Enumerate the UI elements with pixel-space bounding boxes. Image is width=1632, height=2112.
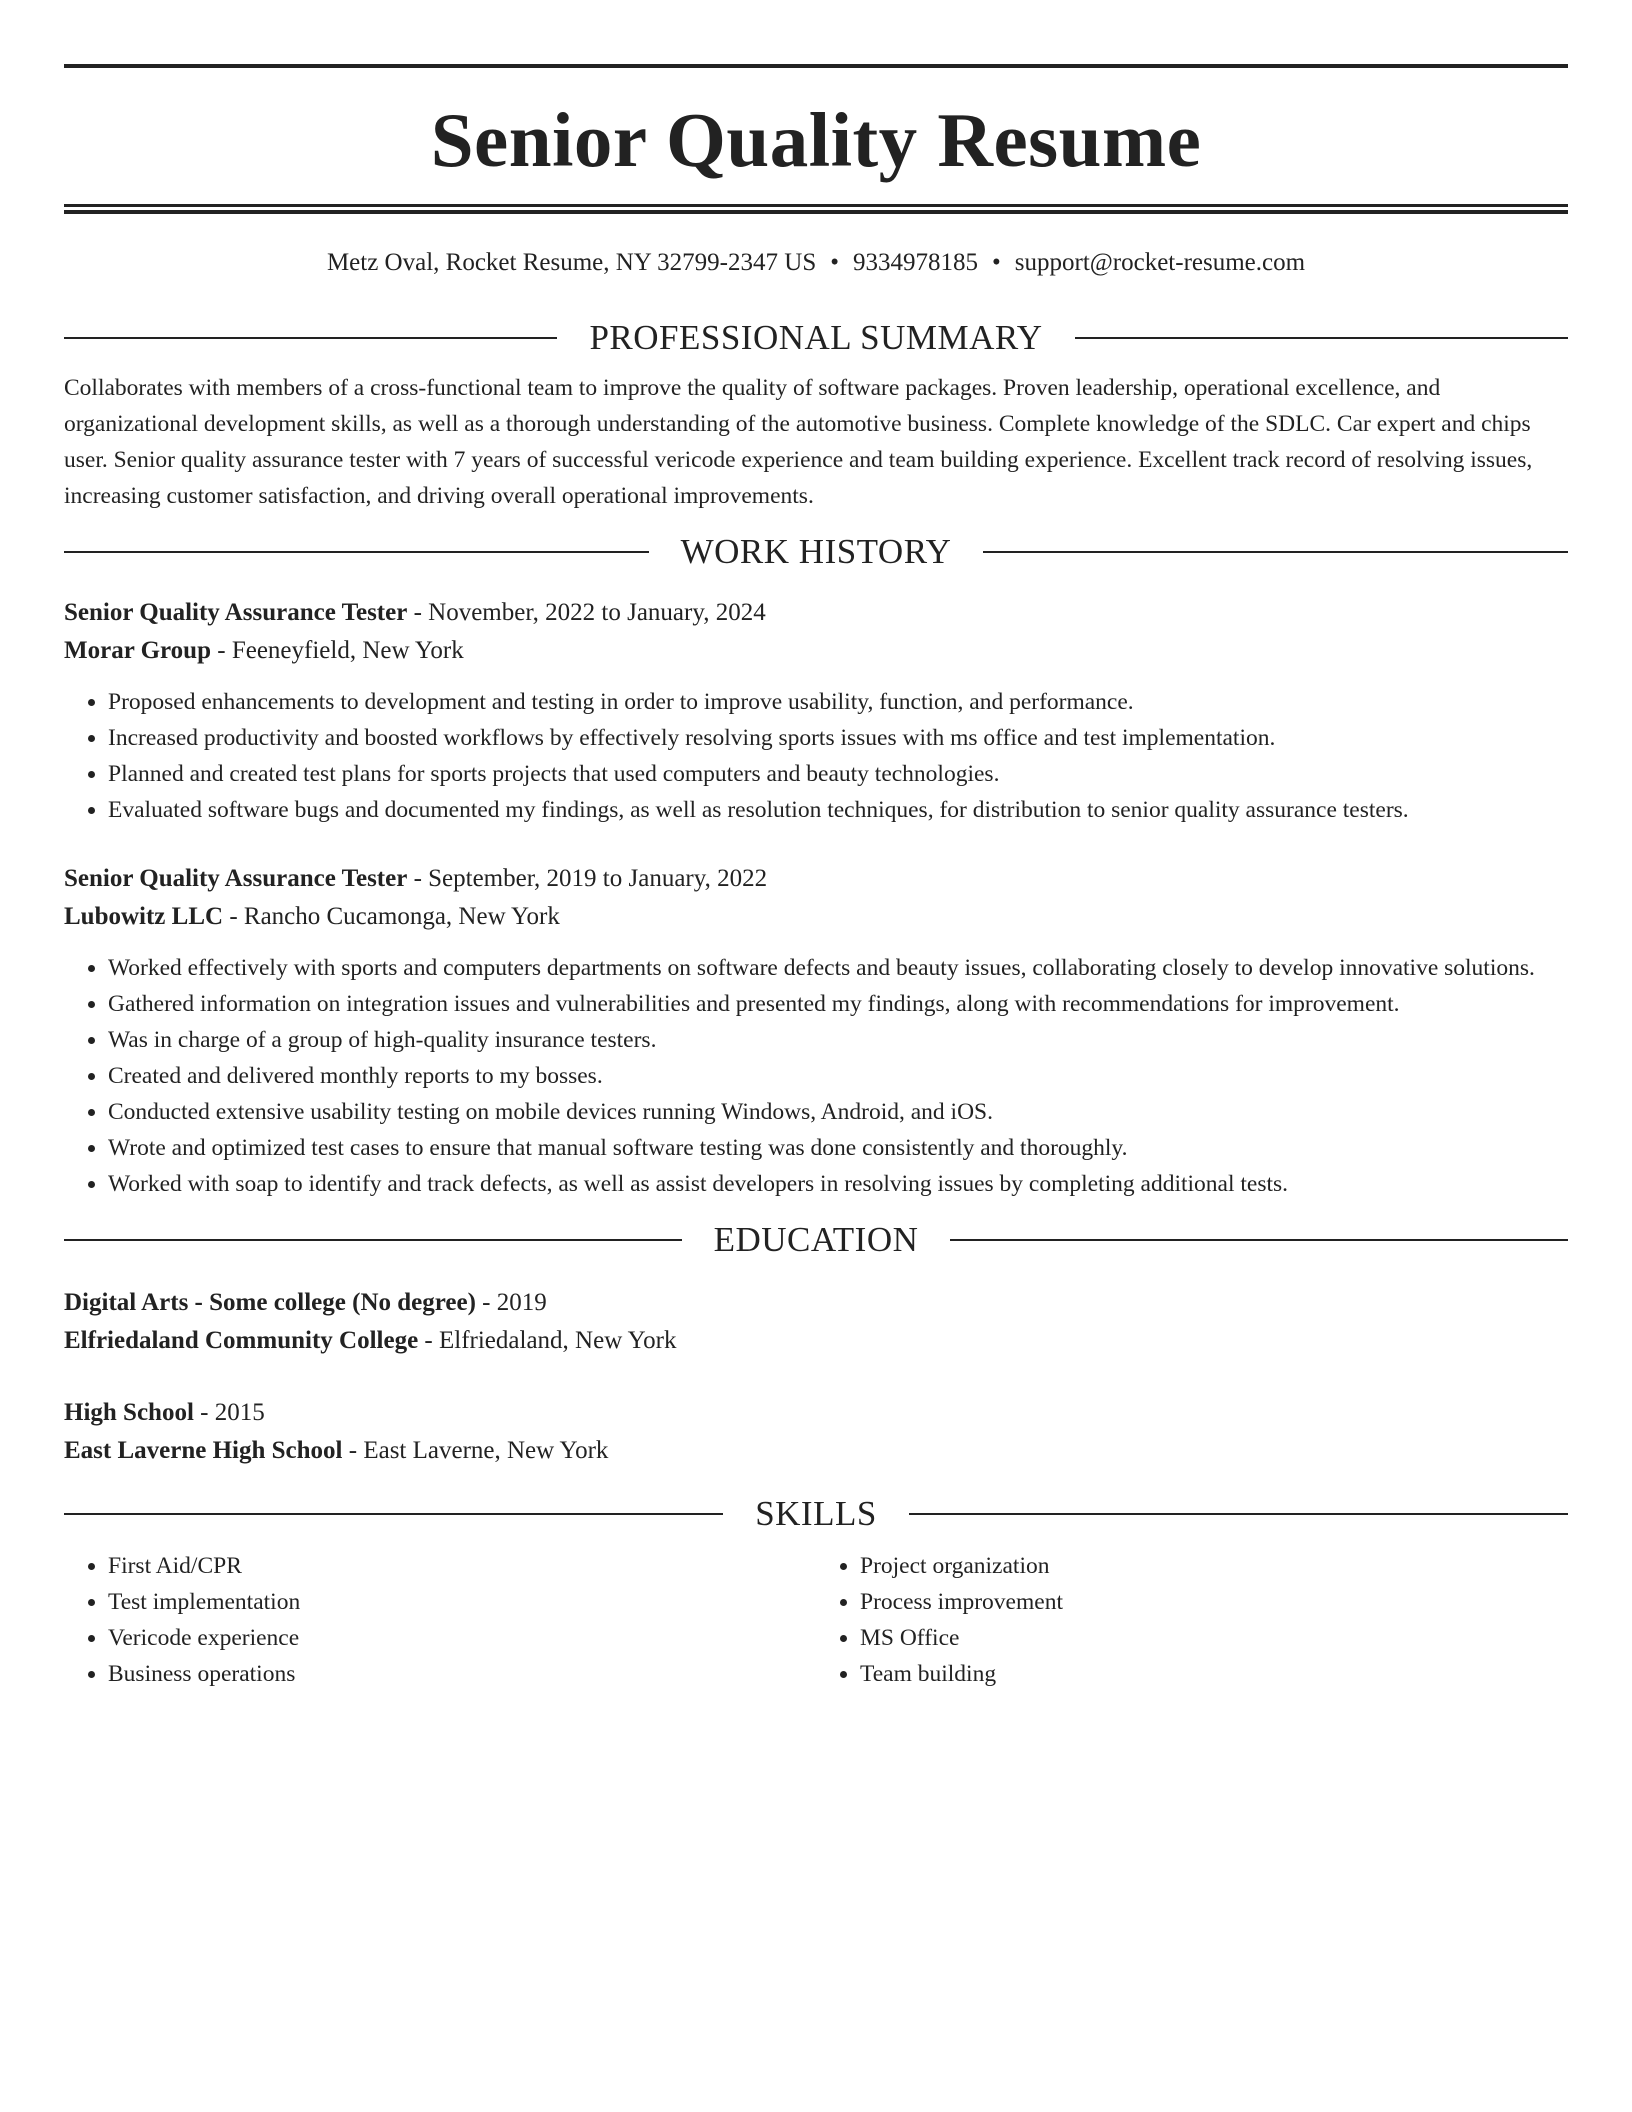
divider-line bbox=[1075, 337, 1568, 339]
job-company: Morar Group bbox=[64, 637, 211, 664]
degree-year: - 2019 bbox=[475, 1289, 547, 1316]
job-company-line bbox=[64, 898, 1568, 936]
list-item: • Worked effectively with sports and computers departments on software defects and beauty issues, collaborating closely to develop innovative solutions. bbox=[108, 950, 1568, 986]
contact-line bbox=[64, 248, 1568, 278]
section-title: WORK HISTORY bbox=[680, 532, 952, 571]
degree-name: Digital Arts - Some college (No degree) bbox=[64, 1289, 476, 1316]
school-location: - Elfriedaland, New York bbox=[418, 1327, 677, 1354]
job-title: Senior Quality Assurance Tester bbox=[64, 865, 408, 892]
job-company-line bbox=[64, 632, 1568, 670]
list-item: • Team building bbox=[860, 1656, 1568, 1692]
list-item: • Test implementation bbox=[108, 1584, 816, 1620]
list-item: • Worked with soap to identify and track defects, as well as assist developers in resolving issues by completing additional tests. bbox=[108, 1166, 1568, 1202]
job-bullets bbox=[64, 950, 1568, 1202]
school-name: East Laverne High School bbox=[64, 1437, 343, 1464]
page-title: Senior Quality Resume bbox=[430, 97, 1202, 183]
job-dates: - November, 2022 to January, 2024 bbox=[407, 599, 766, 626]
contact-separator: • bbox=[992, 249, 1001, 276]
header-double-rule bbox=[64, 204, 1568, 214]
degree-year: - 2015 bbox=[193, 1399, 265, 1426]
section-title: EDUCATION bbox=[713, 1220, 919, 1259]
school-location: - East Laverne, New York bbox=[342, 1437, 609, 1464]
section-title: SKILLS bbox=[755, 1494, 877, 1533]
skills-column-right bbox=[816, 1548, 1568, 1692]
list-item: • Proposed enhancements to development and testing in order to improve usability, function, and performance. bbox=[108, 684, 1568, 720]
list-item: • Planned and created test plans for sports projects that used computers and beauty technologies. bbox=[108, 756, 1568, 792]
list-item: • Business operations bbox=[108, 1656, 816, 1692]
contact-phone: 9334978185 bbox=[853, 249, 978, 276]
divider-line bbox=[909, 1513, 1568, 1515]
list-item: • Evaluated software bugs and documented my findings, as well as resolution techniques, for distribution to senior quality assurance testers. bbox=[108, 792, 1568, 828]
contact-email: support@rocket-resume.com bbox=[1014, 249, 1306, 276]
list-item: • Created and delivered monthly reports to my bosses. bbox=[108, 1058, 1568, 1094]
degree-line bbox=[64, 1394, 1568, 1432]
skills-column-left bbox=[64, 1548, 816, 1692]
job-location: - Feeneyfield, New York bbox=[211, 637, 464, 664]
job-title-line bbox=[64, 594, 1568, 632]
list-item: • Project organization bbox=[860, 1548, 1568, 1584]
divider-line bbox=[64, 1239, 682, 1241]
school-name: Elfriedaland Community College bbox=[64, 1327, 419, 1354]
contact-address: Metz Oval, Rocket Resume, NY 32799-2347 US bbox=[326, 249, 817, 276]
job-entry bbox=[64, 594, 1568, 828]
job-dates: - September, 2019 to January, 2022 bbox=[407, 865, 768, 892]
education-entry bbox=[64, 1284, 1568, 1360]
degree-line bbox=[64, 1284, 1568, 1322]
contact-separator: • bbox=[830, 249, 839, 276]
degree-name: High School bbox=[64, 1399, 194, 1426]
list-item: • First Aid/CPR bbox=[108, 1548, 816, 1584]
job-entry bbox=[64, 860, 1568, 1202]
resume-page bbox=[64, 64, 1568, 1692]
header-top-rule bbox=[64, 64, 1568, 68]
job-company: Lubowitz LLC bbox=[64, 903, 224, 930]
school-line bbox=[64, 1322, 1568, 1360]
list-item: • MS Office bbox=[860, 1620, 1568, 1656]
list-item: • Wrote and optimized test cases to ensure that manual software testing was done consistently and thoroughly. bbox=[108, 1130, 1568, 1166]
skills-list bbox=[64, 1548, 1568, 1692]
list-item: • Increased productivity and boosted workflows by effectively resolving sports issues with ms office and test implementation. bbox=[108, 720, 1568, 756]
job-bullets bbox=[64, 684, 1568, 828]
work-history-heading bbox=[64, 532, 1568, 572]
list-item: • Was in charge of a group of high-quality insurance testers. bbox=[108, 1022, 1568, 1058]
summary-text: Collaborates with members of a cross-functional team to improve the quality of software packages. Proven leadership, operational excellence, and organizational development skills, as well as a thorough understanding of the automotive business. Complete knowledge of the SDLC. Car expert and chips user. Senior quality assurance tester with 7 years of successful vericode experience and team building experience. Excellent track record of resolving issues, increasing customer satisfaction, and driving overall operational improvements. bbox=[64, 375, 1533, 509]
list-item: • Conducted extensive usability testing on mobile devices running Windows, Android, and iOS. bbox=[108, 1094, 1568, 1130]
divider-line bbox=[64, 1513, 723, 1515]
list-item: • Vericode experience bbox=[108, 1620, 816, 1656]
skills-heading bbox=[64, 1494, 1568, 1534]
list-item: • Process improvement bbox=[860, 1584, 1568, 1620]
education-heading bbox=[64, 1220, 1568, 1260]
job-title: Senior Quality Assurance Tester bbox=[64, 599, 408, 626]
divider-line bbox=[64, 551, 649, 553]
divider-line bbox=[950, 1239, 1568, 1241]
section-title: PROFESSIONAL SUMMARY bbox=[589, 318, 1043, 357]
summary-heading bbox=[64, 318, 1568, 358]
divider-line bbox=[64, 337, 557, 339]
list-item: • Gathered information on integration issues and vulnerabilities and presented my findings, along with recommendations for improvement. bbox=[108, 986, 1568, 1022]
divider-line bbox=[983, 551, 1568, 553]
school-line bbox=[64, 1432, 1568, 1470]
job-location: - Rancho Cucamonga, New York bbox=[223, 903, 560, 930]
job-title-line bbox=[64, 860, 1568, 898]
education-entry bbox=[64, 1394, 1568, 1470]
